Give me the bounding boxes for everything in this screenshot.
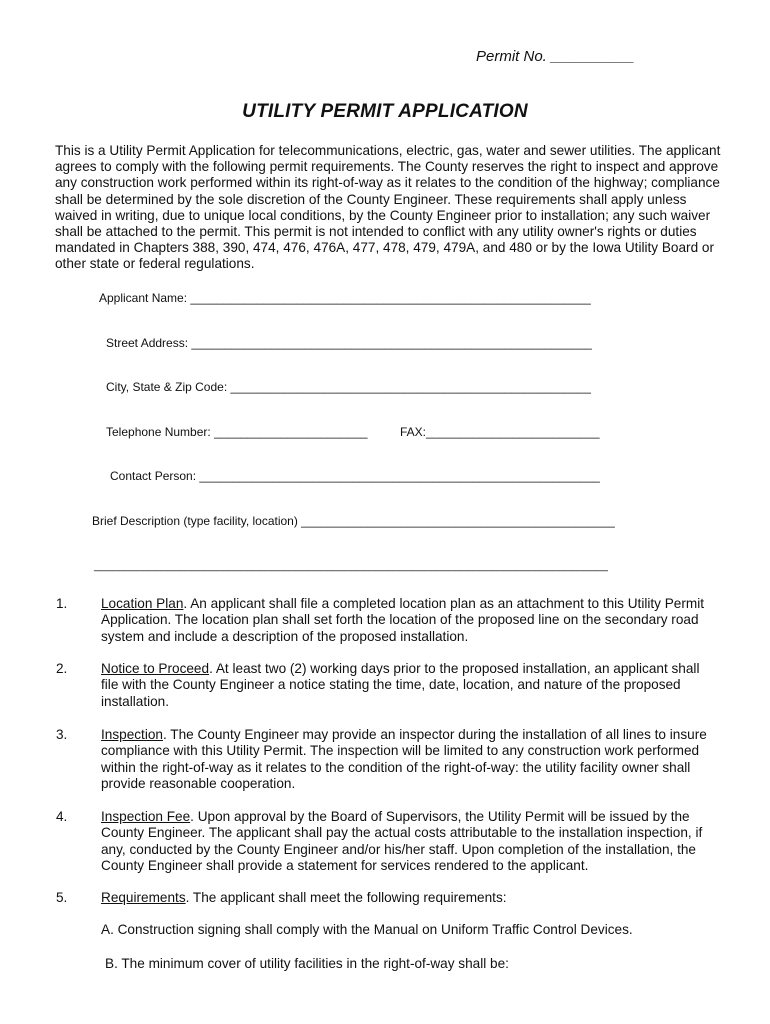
item-heading: Location Plan [101, 596, 184, 611]
item-inspection [101, 727, 719, 793]
item-inspection-fee [101, 809, 719, 875]
item-number: 5. [56, 890, 68, 905]
intro-paragraph: This is a Utility Permit Application for telecommunications, electric, gas, water and sewer utilities. The applicant agrees to comply with the following permit requirements. The County reserves the right to inspect and approve any construction work performed within its right-of-way as it relates to the condition of the highway; compliance shall be determined by the sole discretion of the County Engineer. These requirements shall apply unless waived in writing, due to unique local conditions, by the County Engineer prior to installation; any such waiver shall be attached to the permit. This permit is not intended to conflict with any utility owner's rights or duties mandated in Chapters 388, 390, 474, 476, 476A, 477, 478, 479, 479A, and 480 or by the Iowa Utility Board or other state or federal regulations. [55, 143, 721, 272]
item-requirements [101, 890, 719, 906]
item-notice-to-proceed [101, 661, 719, 710]
item-heading: Requirements [101, 890, 186, 905]
page-title: UTILITY PERMIT APPLICATION [242, 101, 528, 122]
item-text: . Upon approval by the Board of Supervisors, the Utility Permit will be issued by the County Engineer. The applicant shall pay the actual costs attributable to the installation inspection, if any, conducted by the County Engineer and/or his/her staff. Upon completion of the installation, the County Engineer shall provide a statement for services rendered to the applicant. [101, 809, 703, 874]
city-state-zip-field[interactable]: City, State & Zip Code: ______________________________________________________ [106, 380, 591, 394]
street-address-field[interactable]: Street Address: ____________________________________________________________ [106, 336, 592, 350]
item-location-plan [101, 596, 719, 645]
telephone-field[interactable]: Telephone Number: _______________________ [106, 425, 368, 439]
item-text: . An applicant shall file a completed location plan as an attachment to this Utility Permit Application. The location plan shall set forth the location of the proposed line on the secondary road system and include a description of the proposed installation. [101, 596, 705, 644]
item-number: 2. [56, 661, 68, 676]
item-number: 4. [56, 809, 68, 824]
item-text: . The County Engineer may provide an inspector during the installation of all lines to insure compliance with this Utility Permit. The inspection will be limited to any construction work performed within the right-of-way as it relates to the condition of the right-of-way: the utility facility owner shall provide reasonable cooperation. [101, 727, 707, 792]
applicant-name-field[interactable]: Applicant Name: ____________________________________________________________ [99, 291, 591, 305]
requirement-b: B. The minimum cover of utility facilities in the right-of-way shall be: [105, 956, 509, 971]
brief-description-field[interactable]: Brief Description (type facility, location) _______________________________________________ [92, 514, 615, 528]
item-heading: Notice to Proceed [101, 661, 210, 676]
permit-number: Permit No. __________ [476, 48, 635, 65]
item-number: 3. [56, 727, 68, 742]
item-number: 1. [56, 596, 68, 611]
fax-field[interactable]: FAX:__________________________ [400, 425, 600, 439]
contact-person-field[interactable]: Contact Person: ____________________________________________________________ [110, 469, 600, 483]
item-text: . At least two (2) working days prior to the proposed installation, an applicant shall file with the County Engineer a notice stating the time, date, location, and nature of the proposed installation. [101, 661, 700, 709]
item-heading: Inspection Fee [101, 809, 191, 824]
requirement-a: A. Construction signing shall comply with the Manual on Uniform Traffic Control Devices. [101, 922, 633, 937]
item-text: . The applicant shall meet the following requirements: [185, 890, 507, 905]
item-heading: Inspection [101, 727, 163, 742]
description-continuation-line[interactable]: ____________________________________________________________________________________ [94, 560, 608, 572]
